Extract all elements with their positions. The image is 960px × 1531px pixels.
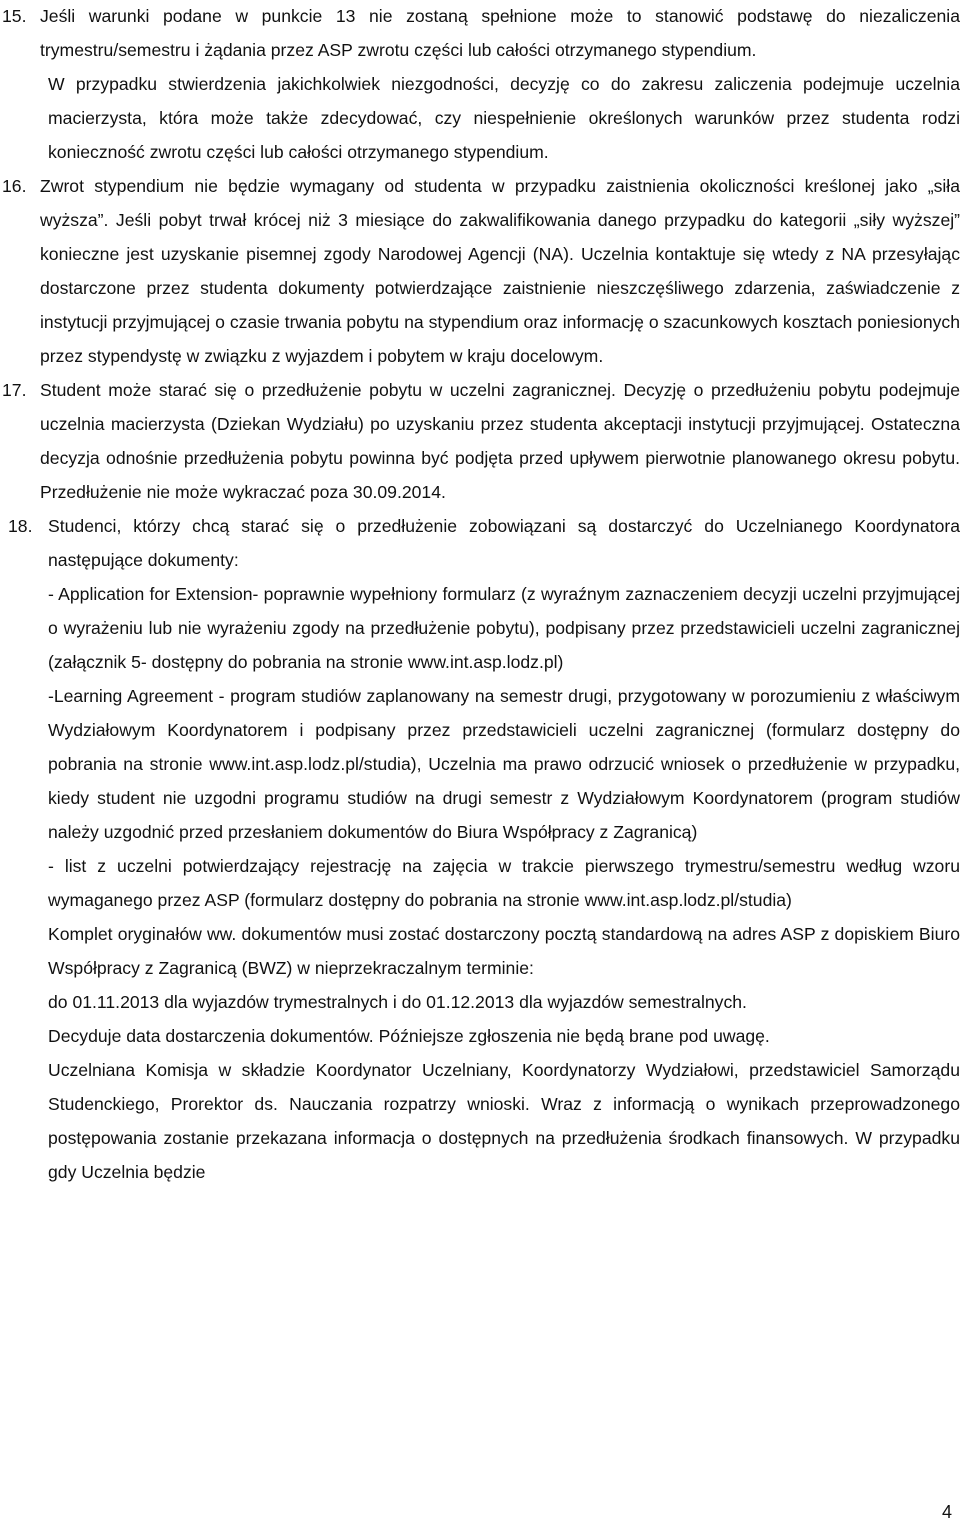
paragraph: do 01.11.2013 dla wyjazdów trymestralnych i do 01.12.2013 dla wyjazdów semestralnych. xyxy=(48,992,747,1012)
paragraph: Jeśli warunki podane w punkcie 13 nie zostaną spełnione może to stanowić podstawę do niezaliczenia trymestru/semestru i żądania przez ASP zwrotu części lub całości otrzymanego stypendium. xyxy=(40,6,960,60)
item-number: 17. xyxy=(2,380,27,400)
paragraph: W przypadku stwierdzenia jakichkolwiek niezgodności, decyzję co do zakresu zaliczenia podejmuje uczelnia macierzysta, która może także zdecydować, czy niespełnienie określonych warunków przez studenta rodzi konieczność zwrotu części lub całości otrzymanego stypendium. xyxy=(48,74,960,162)
paragraph: Uczelniana Komisja w składzie Koordynator Uczelniany, Koordynatorzy Wydziałowi, przedstawiciel Samorządu Studenckiego, Prorektor ds. Nauczania rozpatrzy wnioski. Wraz z informacją o wynikach przeprowadzonego postępowania zostanie przekazana informacja o dostępnych na przedłużenia środkach finansowych. W przypadku gdy Uczelnia będzie xyxy=(48,1060,960,1182)
paragraph: Decyduje data dostarczenia dokumentów. Późniejsze zgłoszenia nie będą brane pod uwagę. xyxy=(48,1026,770,1046)
list-item-17 xyxy=(0,373,960,509)
paragraph: Student może starać się o przedłużenie pobytu w uczelni zagranicznej. Decyzję o przedłużeniu pobytu podejmuje uczelnia macierzysta (Dziekan Wydziału) po uzyskaniu przez studenta akceptacji instytucji przyjmującej. Ostateczna decyzja odnośnie przedłużenia pobytu powinna być podjęta przed upływem pierwotnie planowanego okresu pobytu. Przedłużenie nie może wykraczać poza 30.09.2014. xyxy=(40,380,960,502)
item-number: 16. xyxy=(2,176,27,196)
paragraph: Zwrot stypendium nie będzie wymagany od studenta w przypadku zaistnienia okoliczności kreślonej jako „siła wyższa”. Jeśli pobyt trwał krócej niż 3 miesiące do zakwalifikowania danego przypadku do kategorii „siły wyższej” konieczne jest uzyskanie pisemnej zgody Narodowej Agencji (NA). Uczelnia kontaktuje się wtedy z NA przesyłając dostarczone przez studenta dokumenty potwierdzające zaistnienie nieszczęśliwego zdarzenia, zaświadczenie z instytucji przyjmującej o czasie trwania pobytu na stypendium oraz informację o szacunkowych kosztach poniesionych przez stypendystę w związku z wyjazdem i pobytem w kraju docelowym. xyxy=(40,176,960,366)
paragraph: -Learning Agreement - program studiów zaplanowany na semestr drugi, przygotowany w porozumieniu z właściwym Wydziałowym Koordynatorem i podpisany przez przedstawicieli uczelni zagranicznej (formularz dostępny do pobrania na stronie www.int.asp.lodz.pl/studia), Uczelnia ma prawo odrzucić wniosek o przedłużenie w przypadku, kiedy student nie uzgodni programu studiów na drugi semestr z Wydziałowym Koordynatorem (program studiów należy uzgodnić przed przesłaniem dokumentów do Biura Współpracy z Zagranicą) xyxy=(48,686,960,842)
item-number: 18. xyxy=(8,516,33,536)
paragraph: - list z uczelni potwierdzający rejestrację na zajęcia w trakcie pierwszego trymestru/semestru według wzoru wymaganego przez ASP (formularz dostępny do pobrania na stronie www.int.asp.lodz.pl/studia) xyxy=(48,856,960,910)
paragraph: Studenci, którzy chcą starać się o przedłużenie zobowiązani są dostarczyć do Uczelnianego Koordynatora następujące dokumenty: xyxy=(48,516,960,570)
list-item-15 xyxy=(0,0,960,169)
list-item-18 xyxy=(0,509,960,1189)
page-number: 4 xyxy=(941,1502,952,1522)
paragraph: - Application for Extension- poprawnie wypełniony formularz (z wyraźnym zaznaczeniem decyzji uczelni przyjmującej o wyrażeniu lub nie wyrażeniu zgody na przedłużenie pobytu), podpisany przez przedstawicieli uczelni zagranicznej (załącznik 5- dostępny do pobrania na stronie www.int.asp.lodz.pl) xyxy=(48,584,960,672)
list-item-16 xyxy=(0,169,960,373)
paragraph: Komplet oryginałów ww. dokumentów musi zostać dostarczony pocztą standardową na adres ASP z dopiskiem Biuro Współpracy z Zagranicą (BWZ) w nieprzekraczalnym terminie: xyxy=(48,924,960,978)
item-number: 15. xyxy=(2,6,27,26)
